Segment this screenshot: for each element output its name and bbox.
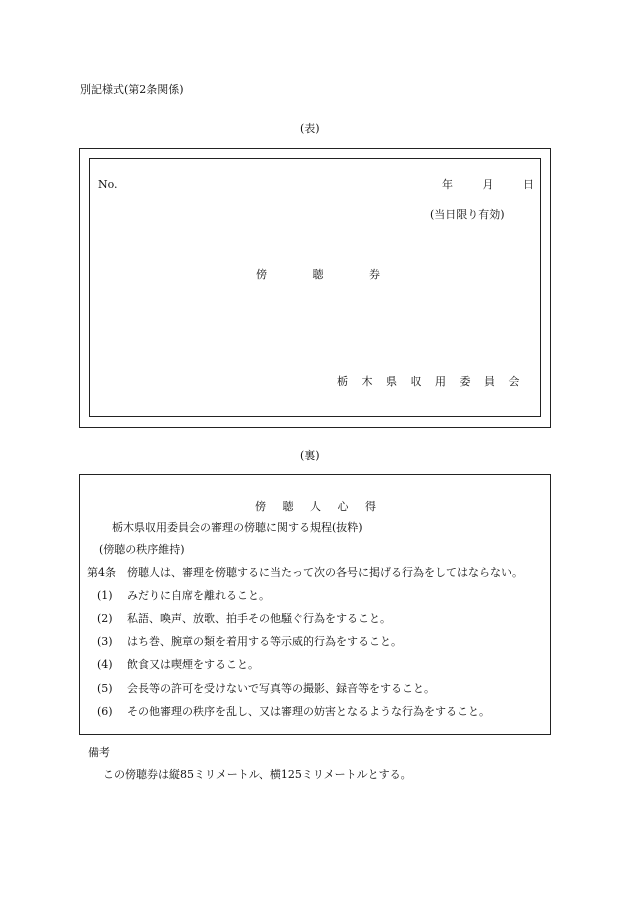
ticket-title-char: 聴 <box>312 268 324 281</box>
front-side-label: (表) <box>300 122 320 135</box>
issuer-char: 収 <box>410 375 422 388</box>
ticket-number-label: No. <box>98 178 118 191</box>
issuer-char: 員 <box>484 375 495 388</box>
list-item-number: (6) <box>97 705 113 718</box>
rules-article: 第4条 傍聴人は、審理を傍聴するに当たって次の各号に掲げる行為をしてはならない。 <box>87 566 523 579</box>
list-item-number: (1) <box>97 589 113 602</box>
list-item <box>97 587 270 603</box>
issuer-char: 用 <box>435 375 446 388</box>
list-item <box>97 656 259 672</box>
list-item-text: その他審理の秩序を乱し、又は審理の妨害となるような行為をすること。 <box>127 705 490 718</box>
list-item <box>97 633 402 649</box>
date-month: 月 <box>482 178 494 191</box>
rules-title <box>255 498 389 514</box>
list-item <box>97 703 490 719</box>
list-item-text: 会長等の許可を受けないで写真等の撮影、録音等をすること。 <box>127 682 435 695</box>
form-heading: 別記様式(第2条関係) <box>80 83 184 96</box>
issuer-char: 木 <box>361 375 373 388</box>
ticket-title <box>256 266 422 282</box>
back-side-label: (裏) <box>300 449 320 462</box>
ticket-date <box>442 176 534 192</box>
rules-title-char: 人 <box>310 500 321 513</box>
list-item <box>97 680 435 696</box>
list-item-number: (2) <box>97 612 113 625</box>
rules-subtitle: 栃木県収用委員会の審理の傍聴に関する規程(抜粋) <box>112 521 363 534</box>
rules-title-char: 得 <box>365 500 376 513</box>
list-item-number: (5) <box>97 682 113 695</box>
note-title: 備考 <box>88 746 110 759</box>
list-item-text: 飲食又は喫煙をすること。 <box>127 658 259 671</box>
issuer-char: 栃 <box>337 375 348 388</box>
issuer-char: 委 <box>459 375 471 388</box>
ticket-validity: (当日限り有効) <box>430 208 505 221</box>
list-item <box>97 610 391 626</box>
ticket-title-char: 傍 <box>256 268 267 281</box>
ticket-issuer <box>337 373 530 389</box>
date-year: 年 <box>442 178 453 191</box>
issuer-char: 県 <box>386 375 397 388</box>
ticket-title-char: 券 <box>369 268 380 281</box>
list-item-text: はち巻、腕章の類を着用する等示威的行為をすること。 <box>127 635 402 648</box>
issuer-char: 会 <box>508 375 520 388</box>
list-item-number: (3) <box>97 635 113 648</box>
list-item-text: みだりに自席を離れること。 <box>127 589 270 602</box>
rules-section-heading: (傍聴の秩序維持) <box>99 543 185 556</box>
note-body: この傍聴券は縦85ミリメートル、横125ミリメートルとする。 <box>103 768 412 781</box>
rules-title-char: 傍 <box>255 500 266 513</box>
list-item-text: 私語、喚声、放歌、拍手その他騒ぐ行為をすること。 <box>127 612 391 625</box>
date-day: 日 <box>523 178 534 191</box>
rules-title-char: 聴 <box>282 500 294 513</box>
rules-title-char: 心 <box>337 500 349 513</box>
list-item-number: (4) <box>97 658 113 671</box>
